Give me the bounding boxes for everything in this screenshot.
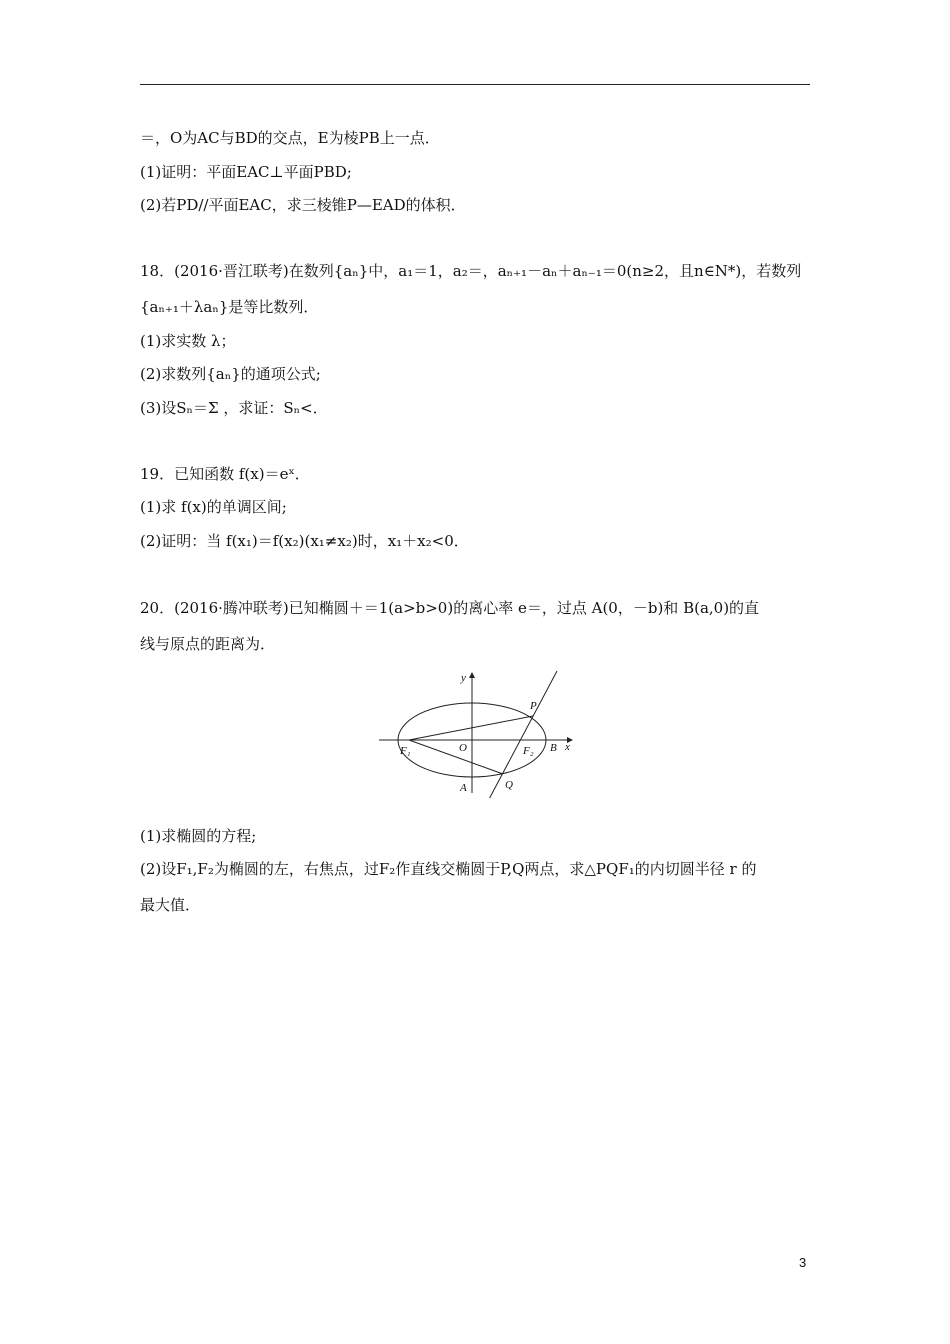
label-b: B [550, 742, 557, 754]
q18-stem-line2: {aₙ₊₁＋λaₙ}是等比数列． [140, 298, 319, 316]
header-rule [140, 84, 810, 85]
q19-stem: 19．已知函数 f(x)＝eˣ． [140, 465, 310, 483]
q17-part2: (2)若PD//平面EAC，求三棱锥P—EAD的体积． [140, 196, 466, 214]
q18-stem-line1: 18．(2016·晋江联考)在数列{aₙ}中，a₁＝1，a₂＝，aₙ₊₁－aₙ＋aₙ₋₁＝0(n≥2，且n∈N*)，若数列 [140, 262, 802, 280]
label-f1: F₁ [400, 745, 411, 757]
q20-stem-line1: 20．(2016·腾冲联考)已知椭圆＋＝1(a>b>0)的离心率 e＝，过点 A(0，－b)和 B(a,0)的直 [140, 599, 760, 617]
q19-part1: (1)求 f(x)的单调区间; [140, 498, 287, 516]
segment-f1-p [409, 716, 533, 740]
y-axis-arrow [469, 672, 475, 678]
label-a: A [460, 782, 467, 794]
label-f2: F₂ [523, 745, 534, 757]
q20-part2-cont: 最大值． [140, 896, 201, 914]
q18-part3: (3)设Sₙ＝Σ ，求证：Sₙ<． [140, 399, 328, 417]
q17-tail: ＝，O为AC与BD的交点，E为棱PB上一点． [140, 129, 440, 147]
label-o: O [459, 742, 467, 754]
segment-f1-q [409, 740, 503, 774]
q17-part1: (1)证明：平面EAC⊥平面PBD; [140, 163, 352, 181]
label-x: x [565, 741, 570, 753]
q19-part2: (2)证明：当 f(x₁)＝f(x₂)(x₁≠x₂)时，x₁＋x₂<0． [140, 532, 469, 550]
q18-part2: (2)求数列{aₙ}的通项公式; [140, 365, 321, 383]
q20-stem-line2: 线与原点的距离为． [140, 635, 276, 653]
page-number: 3 [799, 1255, 807, 1270]
label-q: Q [505, 779, 513, 791]
label-y: y [461, 672, 466, 684]
label-p: P [530, 700, 537, 712]
line-pq [487, 671, 557, 798]
q20-part1: (1)求椭圆的方程; [140, 827, 257, 845]
q18-part1: (1)求实数 λ； [140, 332, 236, 350]
q20-part2: (2)设F₁,F₂为椭圆的左，右焦点，过F₂作直线交椭圆于P,Q两点，求△PQF₁的内切圆半径 r 的 [140, 860, 757, 878]
ellipse-figure [375, 668, 585, 798]
